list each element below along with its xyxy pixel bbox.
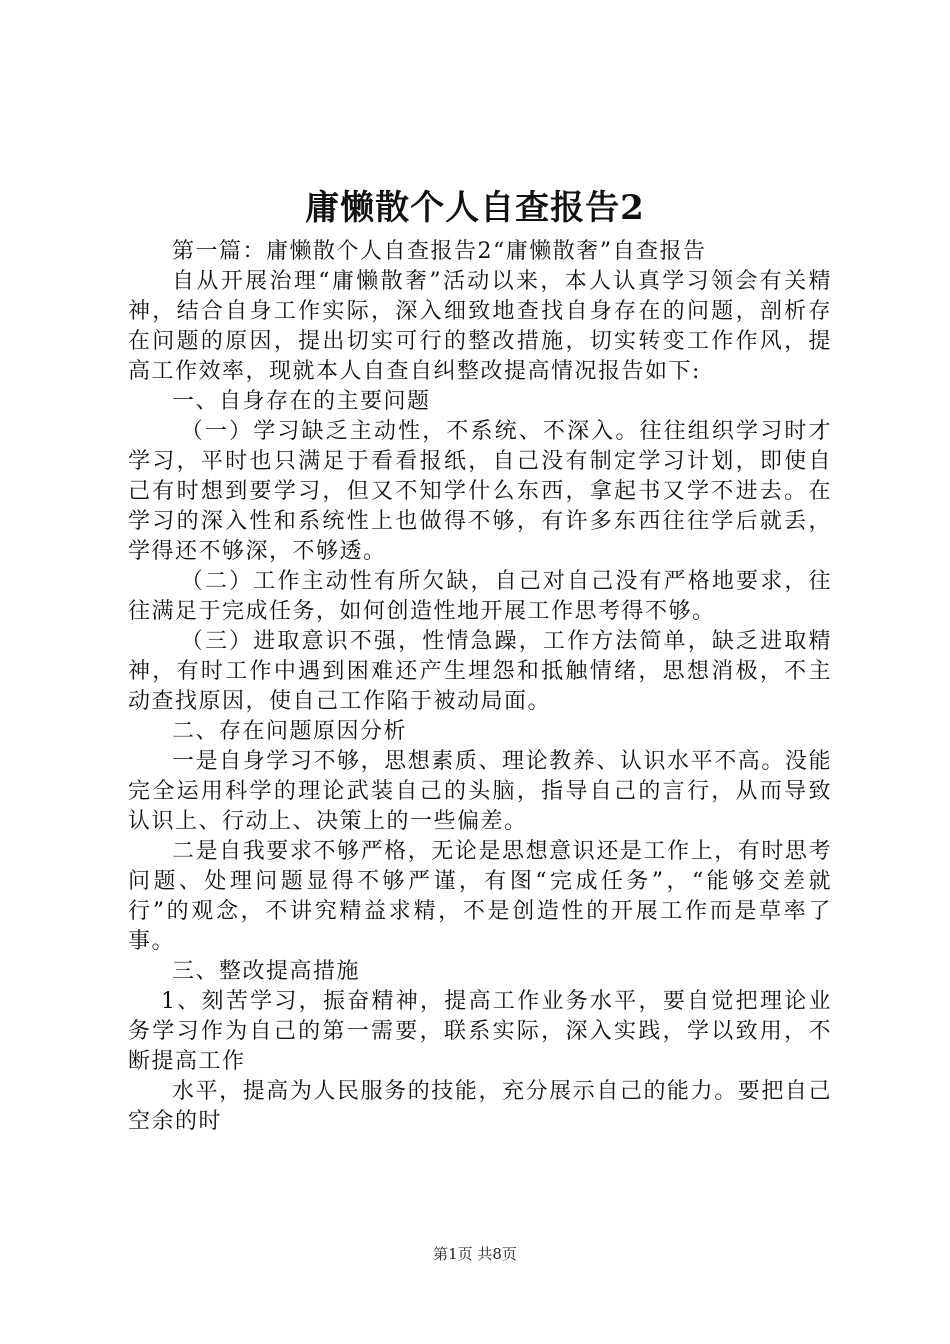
paragraph-issue-3: （三）进取意识不强，性情急躁，工作方法简单，缺乏进取精神，有时工作中遇到困难还产生埋怨和抵触情绪，思想消极，不主动查找原因，使自己工作陷于被动局面。 [128, 629, 832, 714]
paragraph-measure-1: 1、刻苦学习，振奋精神，提高工作业务水平，要自觉把理论业务学习作为自己的第一需要，联系实际，深入实践，学以致用，不断提高工作 [128, 989, 832, 1074]
page-footer: 第1页 共8页 [433, 1245, 517, 1263]
section-heading-2: 二、存在问题原因分析 [172, 719, 408, 744]
document-body [128, 237, 832, 1137]
paragraph-measure-1-cont: 水平，提高为人民服务的技能，充分展示自己的能力。要把自己空余的时 [128, 1079, 832, 1134]
paragraph-subtitle: 第一篇：庸懒散个人自查报告2“庸懒散奢”自查报告 [172, 239, 707, 264]
document-title: 庸懒散个人自查报告2 [305, 188, 645, 228]
paragraph-issue-2: （二）工作主动性有所欠缺，自己对自己没有严格地要求，往往满足于完成任务，如何创造性地开展工作思考得不够。 [128, 569, 832, 624]
paragraph-issue-1: （一）学习缺乏主动性，不系统、不深入。往往组织学习时才学习，平时也只满足于看看报纸，自己没有制定学习计划，即使自己有时想到要学习，但又不知学什么东西，拿起书又学不进去。在学习的深入性和系统性上也做得不够，有许多东西往往学后就丢，学得还不够深，不够透。 [128, 419, 832, 564]
paragraph-intro: 自从开展治理“庸懒散奢”活动以来，本人认真学习领会有关精神，结合自身工作实际，深入细致地查找自身存在的问题，剖析存在问题的原因，提出切实可行的整改措施，切实转变工作作风，提高工作效率，现就本人自查自纠整改提高情况报告如下: [128, 269, 832, 384]
paragraph-cause-2: 二是自我要求不够严格，无论是思想意识还是工作上，有时思考问题、处理问题显得不够严谨，有图“完成任务”，“能够交差就行”的观念，不讲究精益求精，不是创造性的开展工作而是草率了事。 [128, 839, 832, 954]
section-heading-1: 一、自身存在的主要问题 [172, 389, 431, 414]
paragraph-cause-1: 一是自身学习不够，思想素质、理论教养、认识水平不高。没能完全运用科学的理论武装自己的头脑，指导自己的言行，从而导致认识上、行动上、决策上的一些偏差。 [128, 749, 832, 834]
section-heading-3: 三、整改提高措施 [172, 959, 361, 984]
